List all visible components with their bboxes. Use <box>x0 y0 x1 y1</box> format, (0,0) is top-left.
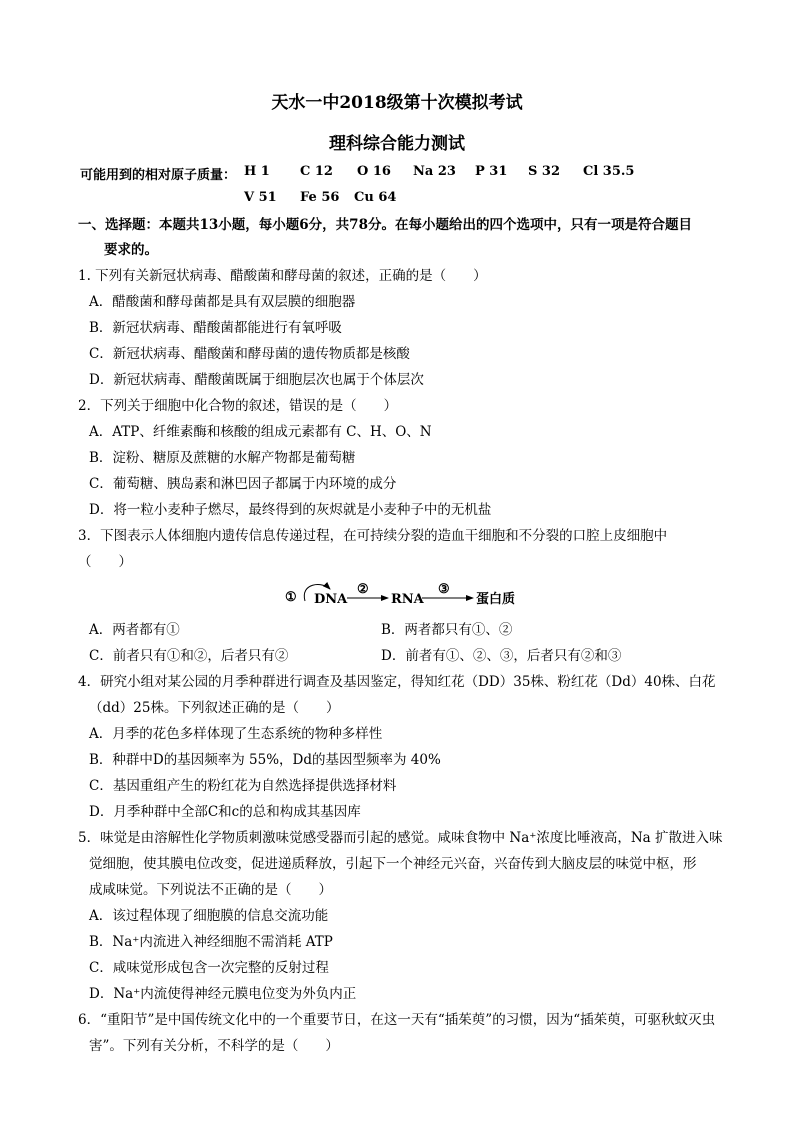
atomic-mass-s: S 32 <box>528 164 561 179</box>
q2-option-d: D．将一粒小麦种子燃尽，最终得到的灰烬就是小麦种子中的无机盐 <box>89 502 492 518</box>
exam-title: 天水一中2018级第十次模拟考试 <box>271 93 523 113</box>
q1-option-c: C．新冠状病毒、醋酸菌和酵母菌的遗传物质都是核酸 <box>89 346 410 362</box>
q5-stem-line3: 成咸味觉。下列说法不正确的是（ ） <box>89 882 332 898</box>
q4-option-c: C．基因重组产生的粉红花为自然选择提供选择材料 <box>89 778 397 794</box>
q5-stem-line1: 5．味觉是由溶解性化学物质刺激味觉感受器而引起的感觉。咸味食物中 Na⁺浓度比唾液高，Na 扩散进入味 <box>78 830 723 846</box>
q6-stem-line2: 害”。下列有关分析，不科学的是（ ） <box>89 1038 339 1054</box>
q4-option-b: B．种群中D的基因频率为 55%，Dd的基因型频率为 40% <box>89 752 441 768</box>
q3-option-b: B．两者都只有①、② <box>381 622 513 638</box>
rna-label: RNA <box>391 592 424 607</box>
q1-option-d: D．新冠状病毒、醋酸菌既属于细胞层次也属于个体层次 <box>89 372 424 388</box>
exam-subtitle: 理科综合能力测试 <box>329 134 465 154</box>
atomic-masses-label: 可能用到的相对原子质量： <box>80 168 237 183</box>
q2-option-c: C．葡萄糖、胰岛素和淋巴因子都属于内环境的成分 <box>89 476 397 492</box>
atomic-mass-o: O 16 <box>357 164 391 179</box>
q2-option-b: B．淀粉、糖原及蔗糖的水解产物都是葡萄糖 <box>89 450 356 466</box>
atomic-mass-cl: Cl 35.5 <box>583 164 635 179</box>
atomic-mass-na: Na 23 <box>413 164 456 179</box>
genetic-info-diagram <box>270 581 540 611</box>
q2-option-a: A．ATP、纤维素酶和核酸的组成元素都有 C、H、O、N <box>89 424 432 440</box>
atomic-mass-v: V 51 <box>244 190 277 205</box>
process-1-label: ① <box>285 590 297 605</box>
q6-stem-line1: 6．“重阳节”是中国传统文化中的一个重要节日，在这一天有“插茱萸”的习惯，因为“插茱萸，可驱秋蚊灭虫 <box>78 1012 716 1028</box>
q4-stem-line1: 4．研究小组对某公园的月季种群进行调查及基因鉴定，得知红花（DD）35株、粉红花（Dd）40株、白花 <box>78 674 716 690</box>
dna-label: DNA <box>314 592 348 607</box>
q2-stem: 2．下列关于细胞中化合物的叙述，错误的是（ ） <box>78 398 398 414</box>
q5-option-a: A．该过程体现了细胞膜的信息交流功能 <box>89 908 329 924</box>
atomic-mass-h: H 1 <box>244 164 270 179</box>
q1-option-b: B．新冠状病毒、醋酸菌都能进行有氧呼吸 <box>89 320 342 336</box>
q3-option-d: D．前者有①、②、③，后者只有②和③ <box>381 648 622 664</box>
process-3-label: ③ <box>438 582 450 597</box>
q3-stem: 3．下图表示人体细胞内遗传信息传递过程，在可持续分裂的造血干细胞和不分裂的口腔上皮细胞中 <box>78 528 668 544</box>
q5-option-b: B．Na⁺内流进入神经细胞不需消耗 ATP <box>89 934 333 950</box>
q1-option-a: A．醋酸菌和酵母菌都是具有双层膜的细胞器 <box>89 294 356 310</box>
q5-option-c: C．咸味觉形成包含一次完整的反射过程 <box>89 960 329 976</box>
q1-stem: 1. 下列有关新冠状病毒、醋酸菌和酵母菌的叙述，正确的是（ ） <box>78 268 487 284</box>
q3-option-a: A．两者都有① <box>89 622 180 638</box>
q4-option-a: A．月季的花色多样体现了生态系统的物种多样性 <box>89 726 383 742</box>
q5-stem-line2: 觉细胞，使其膜电位改变，促进递质释放，引起下一个神经元兴奋，兴奋传到大脑皮层的味觉中枢，形 <box>89 856 697 872</box>
q3-answer-paren: （ ） <box>78 554 132 570</box>
section-heading-line1: 一、选择题：本题共13小题，每小题6分，共78分。在每小题给出的四个选项中，只有一项是符合题目 <box>78 217 692 233</box>
atomic-mass-fe: Fe 56 <box>300 190 340 205</box>
process-2-label: ② <box>357 582 369 597</box>
q5-option-d: D．Na⁺内流使得神经元膜电位变为外负内正 <box>89 986 357 1002</box>
atomic-mass-c: C 12 <box>300 164 333 179</box>
section-heading-line2: 要求的。 <box>104 242 158 258</box>
q4-option-d: D．月季种群中全部C和c的总和构成其基因库 <box>89 804 361 820</box>
protein-label: 蛋白质 <box>476 592 516 607</box>
q4-stem-line2: （dd）25株。下列叙述正确的是（ ） <box>89 700 340 716</box>
atomic-mass-p: P 31 <box>475 164 508 179</box>
atomic-mass-cu: Cu 64 <box>354 190 397 205</box>
q3-option-c: C．前者只有①和②，后者只有② <box>89 648 289 664</box>
